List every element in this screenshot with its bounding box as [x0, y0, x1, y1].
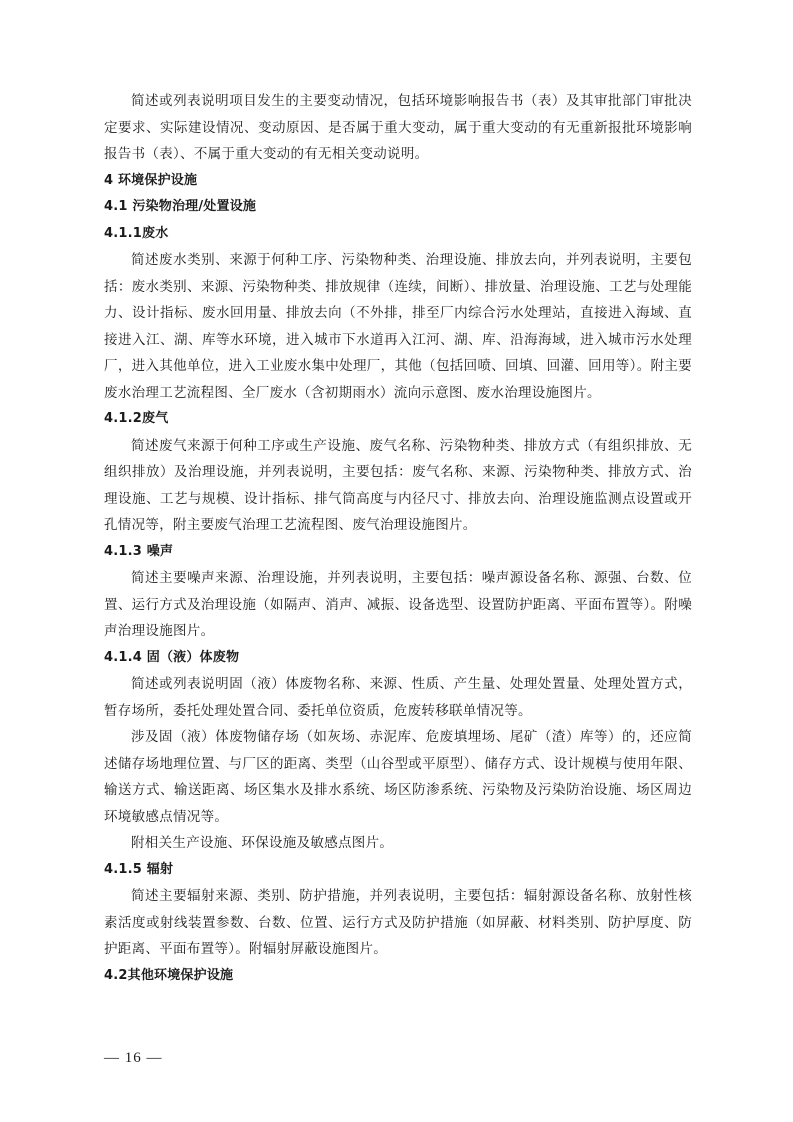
- section-heading-4-1-3: 4.1.3 噪声: [104, 543, 174, 559]
- wastewater-paragraph: 简述废水类别、来源于何种工序、污染物种类、治理设施、排放去向，并列表说明，主要包括：废水类别、来源、污染物种类、排放规律（连续，间断）、排放量、治理设施、工艺与处理能力、设计指标、废水回用量、排放去向（不外排，排至厂内综合污水处理站，直接进入海域、直接进入江、湖、库等水环境，进入城市下水道再入江河、湖、库、沿海海域，进入城市污水处理厂，进入其他单位，进入工业废水集中处理厂，其他（包括回喷、回填、回灌、回用等）。附主要废水治理工艺流程图、全厂废水（含初期雨水）流向示意图、废水治理设施图片。: [104, 252, 692, 401]
- section-heading-4: 4 环境保护设施: [104, 172, 198, 188]
- exhaust-gas-paragraph: 简述废气来源于何种工序或生产设施、废气名称、污染物种类、排放方式（有组织排放、无组织排放）及治理设施，并列表说明，主要包括：废气名称、来源、污染物种类、排放方式、治理设施、工艺与规模、设计指标、排气筒高度与内径尺寸、排放去向、治理设施监测点设置或开孔情况等，附主要废气治理工艺流程图、废气治理设施图片。: [104, 437, 692, 533]
- page-content: [104, 88, 692, 989]
- section-heading-4-1-4: 4.1.4 固（液）体废物: [104, 649, 240, 665]
- section-heading-4-2: 4.2其他环境保护设施: [104, 967, 234, 983]
- section-heading-4-1: 4.1 污染物治理/处置设施: [104, 199, 257, 214]
- section-heading-4-1-1: 4.1.1废水: [104, 225, 169, 241]
- section-heading-4-1-2: 4.1.2废气: [104, 411, 169, 426]
- radiation-paragraph: 简述主要辐射来源、类别、防护措施，并列表说明，主要包括：辐射源设备名称、放射性核素活度或射线装置参数、台数、位置、运行方式及防护措施（如屏蔽、材料类别、防护厚度、防护距离、平面布置等）。附辐射屏蔽设施图片。: [104, 888, 692, 957]
- noise-paragraph: 简述主要噪声来源、治理设施，并列表说明，主要包括：噪声源设备名称、源强、台数、位置、运行方式及治理设施（如隔声、消声、减振、设备选型、设置防护距离、平面布置等）。附噪声治理设施图片。: [104, 570, 692, 639]
- solid-waste-paragraph-1: 简述或列表说明固（液）体废物名称、来源、性质、产生量、处理处置量、处理处置方式，暂存场所，委托处理处置合同、委托单位资质，危废转移联单情况等。: [104, 676, 692, 719]
- solid-waste-paragraph-2: 涉及固（液）体废物储存场（如灰场、赤泥库、危废填埋场、尾矿（渣）库等）的，还应简述储存场地理位置、与厂区的距离、类型（山谷型或平原型）、储存方式、设计规模与使用年限、输送方式、输送距离、场区集水及排水系统、场区防渗系统、污染物及污染防治设施、场区周边环境敏感点情况等。: [104, 729, 692, 825]
- section-heading-4-1-5: 4.1.5 辐射: [104, 861, 174, 877]
- intro-paragraph: 简述或列表说明项目发生的主要变动情况，包括环境影响报告书（表）及其审批部门审批决定要求、实际建设情况、变动原因、是否属于重大变动，属于重大变动的有无重新报批环境影响报告书（表）、不属于重大变动的有无相关变动说明。: [104, 93, 692, 162]
- page-number: — 16 —: [104, 1050, 163, 1066]
- solid-waste-paragraph-3: 附相关生产设施、环保设施及敏感点图片。: [131, 835, 394, 851]
